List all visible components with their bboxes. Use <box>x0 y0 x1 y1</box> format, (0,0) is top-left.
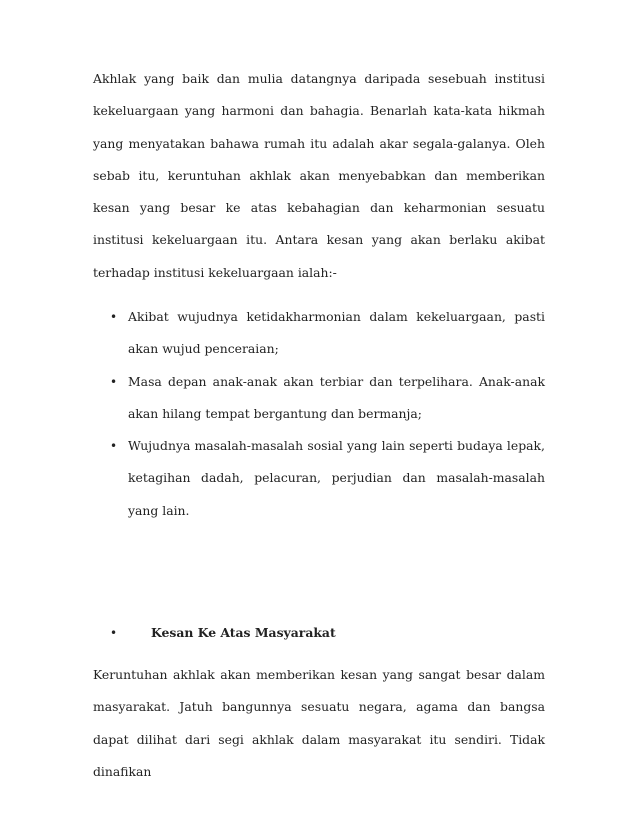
consequence-list <box>110 301 545 527</box>
bullet-icon: • <box>110 374 118 389</box>
list-item-text: Akibat wujudnya ketidakharmonian dalam kekeluargaan, pasti akan wujud penceraian; <box>128 309 545 357</box>
bullet-icon: • <box>110 439 118 454</box>
section-heading-text: Kesan Ke Atas Masyarakat <box>151 625 336 640</box>
list-item <box>110 430 545 527</box>
bullet-icon: • <box>110 310 118 324</box>
list-item-text: Masa depan anak-anak akan terbiar dan terpelihara. Anak-anak akan hilang tempat bergantung dan bermanja; <box>128 373 545 421</box>
bullet-icon: • <box>110 626 118 640</box>
intro-paragraph: Akhlak yang baik dan mulia datangnya daripada sesebuah institusi kekeluargaan yang harmoni dan bahagia. Benarlah kata-kata hikmah yang menyatakan bahawa rumah itu adalah akar segala-galanya. Oleh sebab itu, keruntuhan akhlak akan menyebabkan dan memberikan kesan yang besar ke atas kebahagian dan keharmonian sesuatu institusi kekeluargaan itu. Antara kesan yang akan berlaku akibat terhadap institusi kekeluargaan ialah:- <box>93 71 545 280</box>
list-item <box>110 301 545 366</box>
list-item-text: Wujudnya masalah-masalah sosial yang lain seperti budaya lepak, ketagihan dadah, pelacuran, perjudian dan masalah-masalah yang lain. <box>128 438 545 518</box>
list-item <box>110 366 545 431</box>
society-paragraph: Keruntuhan akhlak akan memberikan kesan yang sangat besar dalam masyarakat. Jatuh bangunnya sesuatu negara, agama dan bangsa dapat dilihat dari segi akhlak dalam masyarakat itu sendiri. Tidak dinafikan <box>93 667 545 779</box>
